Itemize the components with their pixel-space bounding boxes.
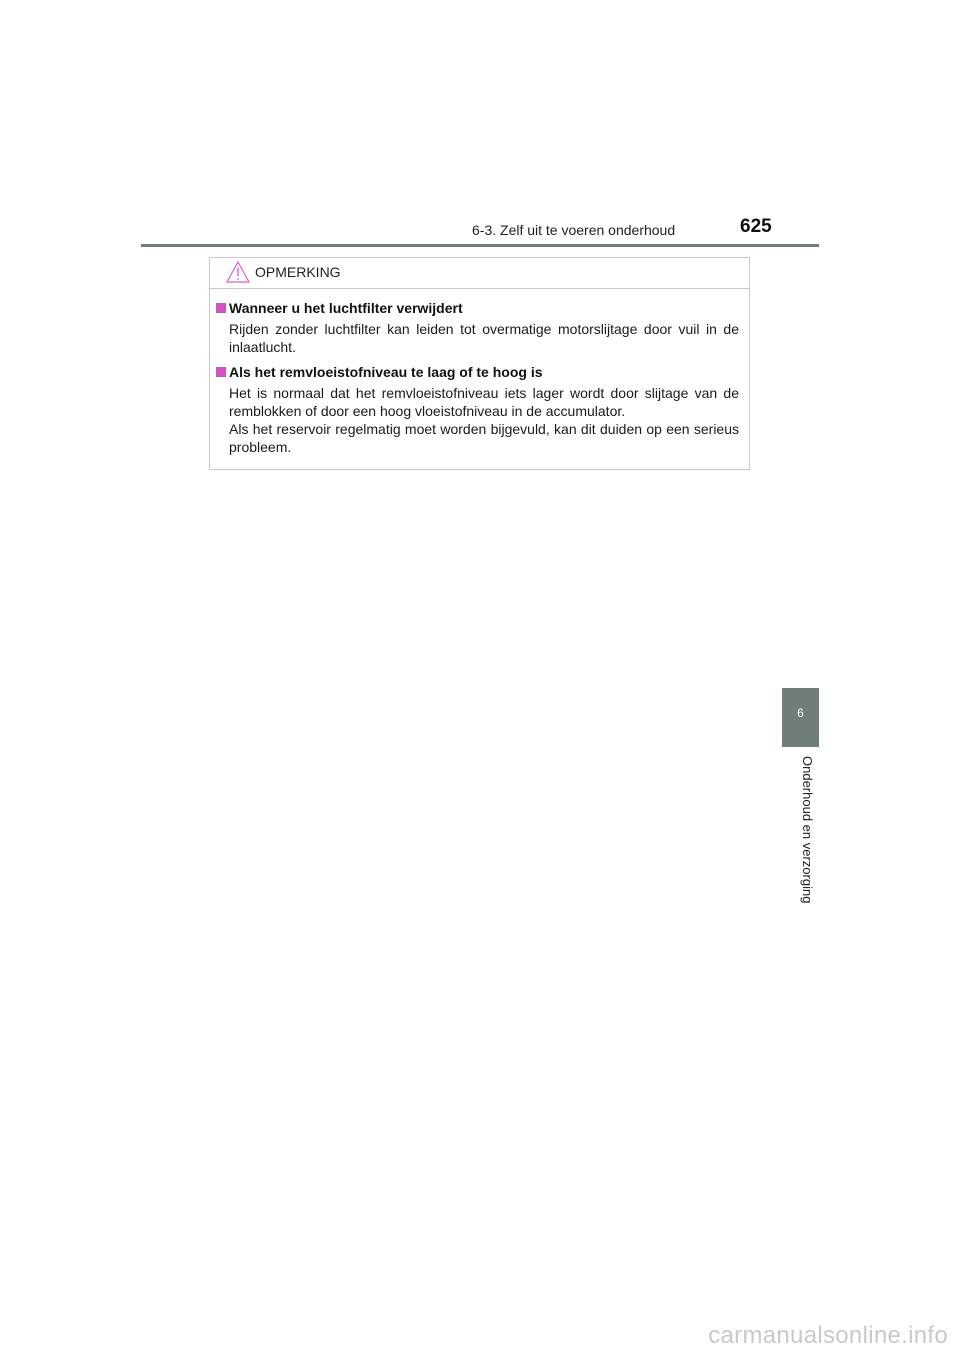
watermark: carmanualsonline.info [708,1322,948,1349]
notice-title: OPMERKING [255,264,341,280]
notice-item-text: Als het reservoir regelmatig moet worden bijgevuld, kan dit duiden op een serieus probleem. [229,421,739,455]
section-title: 6-3. Zelf uit te voeren onderhoud [472,222,676,238]
notice-item-heading-text: Wanneer u het luchtfilter verwijdert [229,300,463,316]
notice-body [210,299,749,463]
notice-item-text: Het is normaal dat het remvloeistofniveau iets lager wordt door slijtage van de remblokken of door een hoog vloeistofniveau in de accumulator. [229,385,739,419]
notice-item-heading [210,299,749,318]
notice-item-text: Rijden zonder luchtfilter kan leiden tot overmatige motorslijtage door vuil in de inlaatlucht. [229,321,739,355]
notice-header [210,258,749,289]
square-bullet-icon [216,367,226,377]
warning-triangle-icon [226,261,250,283]
chapter-tab [782,688,819,747]
header-divider [141,244,819,247]
notice-box [209,257,750,470]
notice-item [210,299,749,356]
square-bullet-icon [216,303,226,313]
notice-item [210,363,749,456]
notice-item-heading [210,363,749,382]
notice-item-heading-text: Als het remvloeistofniveau te laag of te hoog is [229,364,543,380]
chapter-number: 6 [797,706,804,720]
page-number: 625 [740,216,772,237]
chapter-label: Onderhoud en verzorging [800,756,815,904]
